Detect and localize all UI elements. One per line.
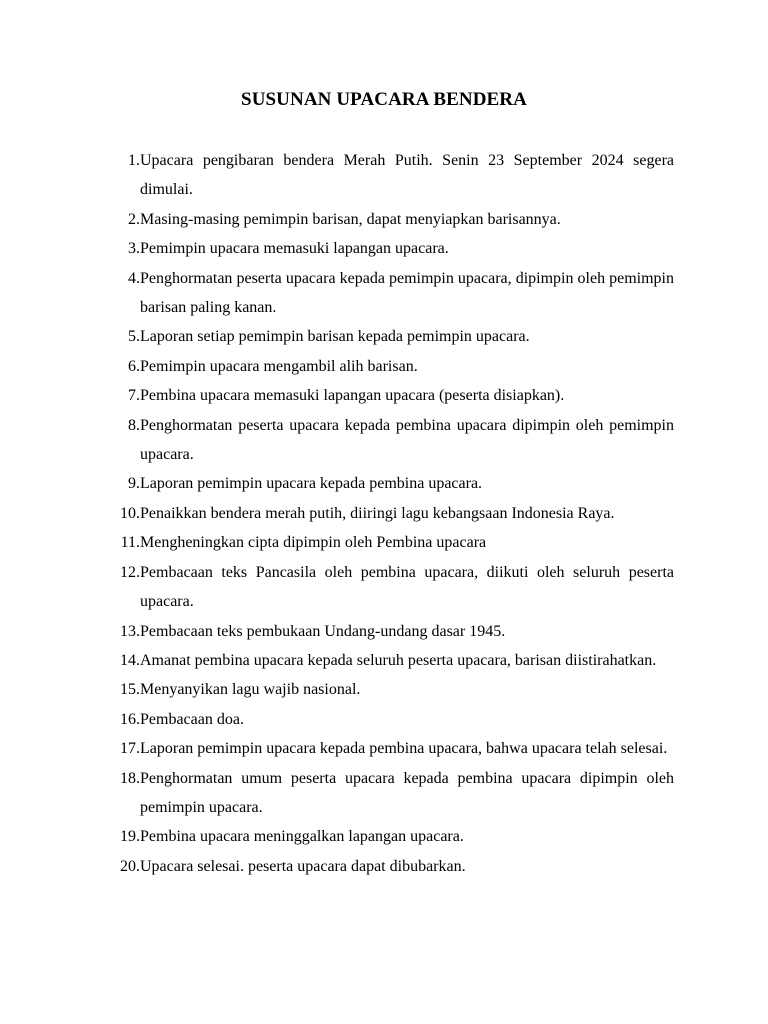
list-item (112, 558, 674, 617)
list-number: 15. (120, 681, 140, 699)
list-number: 3. (128, 240, 140, 258)
list-number: 9. (128, 475, 140, 493)
page-title: SUSUNAN UPACARA BENDERA (241, 89, 527, 110)
list-number: 8. (128, 416, 140, 434)
list-item (112, 528, 674, 557)
list-text: Pembina upacara memasuki lapangan upacara (peserta disiapkan). (140, 387, 565, 405)
list-text: Upacara selesai. peserta upacara dapat dibubarkan. (140, 857, 466, 875)
list-item (112, 264, 674, 323)
list-number: 5. (128, 328, 140, 346)
list-text: Pembacaan doa. (140, 710, 244, 728)
list-text: Laporan setiap pemimpin barisan kepada pemimpin upacara. (140, 328, 530, 346)
list-item (112, 146, 674, 205)
list-item (112, 764, 674, 823)
ceremony-order-list (112, 146, 674, 881)
list-item (112, 675, 674, 704)
list-number: 12. (120, 563, 140, 581)
list-number: 6. (128, 357, 140, 375)
list-item (112, 705, 674, 734)
list-item (112, 322, 674, 351)
list-text: Menyanyikan lagu wajib nasional. (140, 681, 361, 699)
list-number: 13. (120, 622, 140, 640)
list-item (112, 734, 674, 763)
list-item (112, 469, 674, 498)
list-number: 4. (128, 269, 140, 287)
list-number: 1. (128, 152, 140, 169)
list-number: 18. (120, 769, 140, 787)
list-number: 10. (120, 504, 140, 522)
list-item (112, 352, 674, 381)
list-item (112, 205, 674, 234)
list-text: Penghormatan peserta upacara kepada pemimpin upacara, dipimpin oleh pemimpin barisan paling kanan. (140, 269, 674, 317)
list-text: Laporan pemimpin upacara kepada pembina upacara, bahwa upacara telah selesai. (140, 740, 668, 758)
list-number: 19. (120, 828, 140, 846)
list-number: 14. (120, 651, 140, 669)
list-text: Masing-masing pemimpin barisan, dapat menyiapkan barisannya. (140, 210, 561, 228)
list-item (112, 411, 674, 470)
list-item (112, 381, 674, 410)
list-number: 7. (128, 387, 140, 405)
list-item (112, 822, 674, 851)
list-number: 17. (120, 740, 140, 758)
list-text: Penghormatan peserta upacara kepada pembina upacara dipimpin oleh pemimpin upacara. (140, 416, 674, 464)
list-text: Penaikkan bendera merah putih, diiringi lagu kebangsaan Indonesia Raya. (140, 504, 615, 522)
list-text: Pembacaan teks pembukaan Undang-undang dasar 1945. (140, 622, 506, 640)
list-text: Upacara pengibaran bendera Merah Putih. Senin 23 September 2024 segera dimulai. (140, 152, 674, 199)
list-text: Pemimpin upacara mengambil alih barisan. (140, 357, 418, 375)
list-number: 2. (128, 210, 140, 228)
list-text: Pembacaan teks Pancasila oleh pembina upacara, diikuti oleh seluruh peserta upacara. (140, 563, 674, 611)
list-item (112, 852, 674, 881)
list-item (112, 499, 674, 528)
list-item (112, 617, 674, 646)
list-text: Amanat pembina upacara kepada seluruh peserta upacara, barisan diistirahatkan. (140, 651, 657, 669)
list-number: 11. (120, 534, 140, 552)
list-text: Pembina upacara meninggalkan lapangan upacara. (140, 828, 464, 846)
list-text: Penghormatan umum peserta upacara kepada pembina upacara dipimpin oleh pemimpin upacara. (140, 769, 674, 816)
list-item (112, 646, 674, 675)
list-number: 20. (120, 857, 140, 875)
list-number: 16. (120, 710, 140, 728)
list-text: Laporan pemimpin upacara kepada pembina upacara. (140, 475, 483, 493)
list-text: Mengheningkan cipta dipimpin oleh Pembina upacara (140, 534, 487, 552)
list-item (112, 234, 674, 263)
list-text: Pemimpin upacara memasuki lapangan upacara. (140, 240, 449, 258)
